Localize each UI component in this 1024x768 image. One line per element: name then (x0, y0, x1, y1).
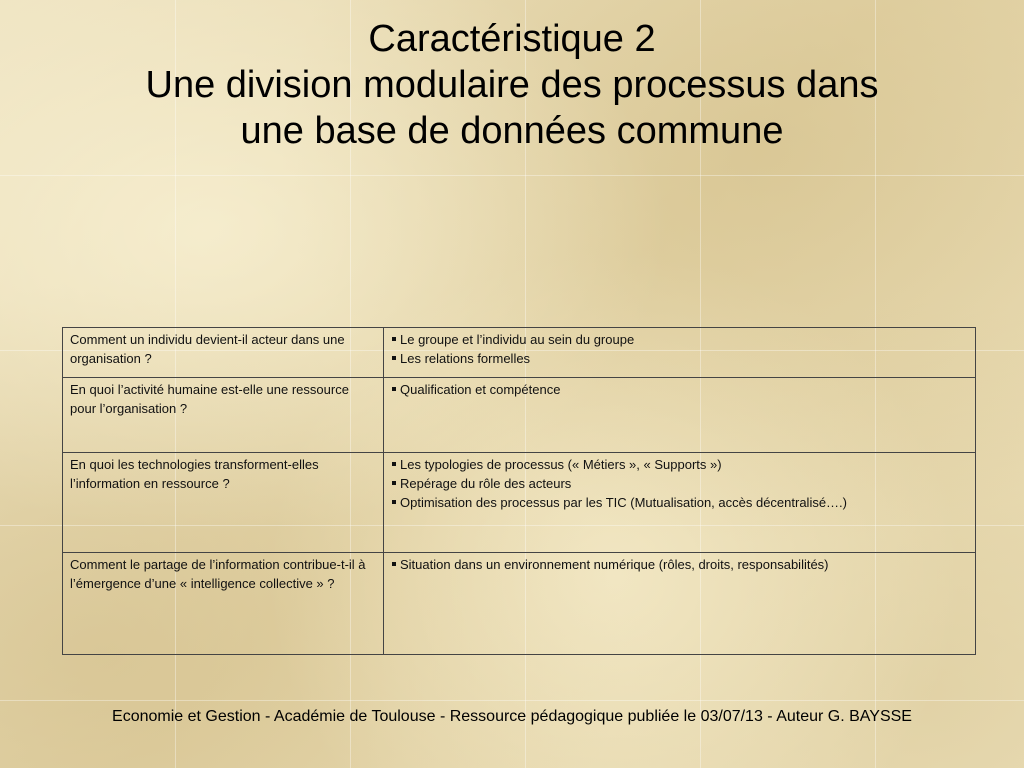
question-cell: En quoi les technologies transforment-elles l’information en ressource ? (63, 453, 384, 553)
question-cell: En quoi l’activité humaine est-elle une ressource pour l’organisation ? (63, 378, 384, 453)
content-table (62, 327, 976, 655)
title-line-3: une base de données commune (240, 110, 784, 152)
list-item: Le groupe et l’individu au sein du groupe (391, 330, 968, 349)
list-item: Les relations formelles (391, 349, 968, 368)
table-row (63, 453, 976, 553)
answer-cell (384, 328, 976, 378)
bullet-list (391, 555, 968, 574)
slide-title (0, 16, 1024, 154)
bullet-list (391, 455, 968, 512)
answer-cell (384, 553, 976, 655)
list-item: Repérage du rôle des acteurs (391, 474, 968, 493)
question-cell: Comment un individu devient-il acteur dans une organisation ? (63, 328, 384, 378)
bullet-list (391, 330, 968, 368)
title-line-1: Caractéristique 2 (368, 18, 656, 60)
slide-footer: Economie et Gestion - Académie de Toulouse - Ressource pédagogique publiée le 03/07/13 - Auteur G. BAYSSE (112, 708, 912, 725)
question-cell: Comment le partage de l’information contribue-t-il à l’émergence d’une « intelligence collective » ? (63, 553, 384, 655)
list-item: Situation dans un environnement numérique (rôles, droits, responsabilités) (391, 555, 968, 574)
answer-cell (384, 378, 976, 453)
bullet-list (391, 380, 968, 399)
table-row (63, 328, 976, 378)
list-item: Qualification et compétence (391, 380, 968, 399)
background-grid-line (0, 175, 1024, 176)
list-item: Les typologies de processus (« Métiers », « Supports ») (391, 455, 968, 474)
table-row (63, 553, 976, 655)
title-line-2: Une division modulaire des processus dans (145, 64, 879, 106)
list-item: Optimisation des processus par les TIC (Mutualisation, accès décentralisé….) (391, 493, 968, 512)
answer-cell (384, 453, 976, 553)
background-grid-line (0, 700, 1024, 701)
table-row (63, 378, 976, 453)
